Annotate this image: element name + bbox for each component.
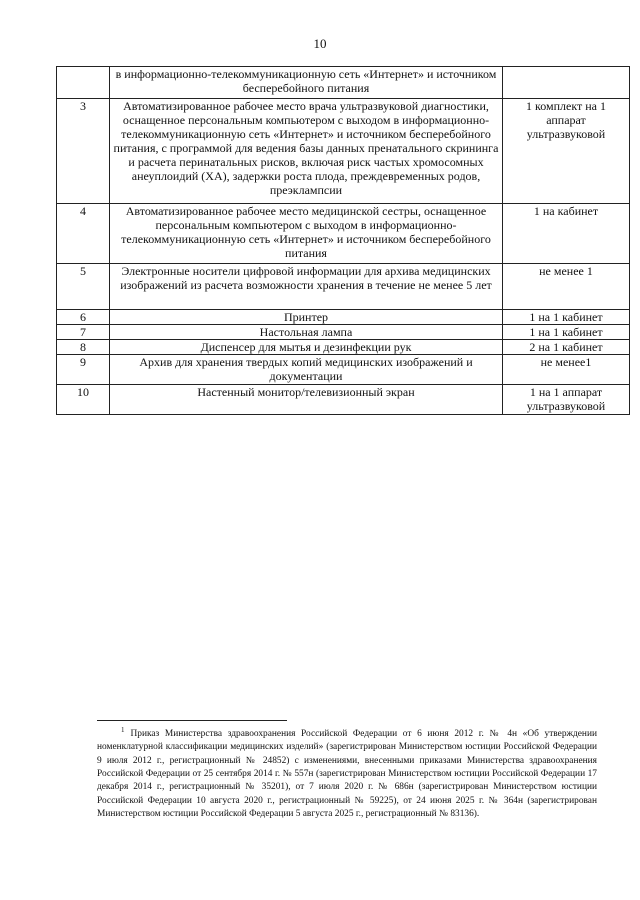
equipment-quantity: 2 на 1 кабинет (503, 340, 630, 355)
equipment-quantity: не менее 1 (503, 264, 630, 310)
row-number: 10 (57, 385, 110, 415)
table-row (57, 310, 630, 325)
equipment-name: Диспенсер для мытья и дезинфекции рук (110, 340, 503, 355)
footnote-divider (97, 720, 287, 721)
row-number: 3 (57, 99, 110, 204)
equipment-name: Принтер (110, 310, 503, 325)
footnote (97, 724, 597, 821)
page-number: 10 (313, 36, 327, 51)
table-row (57, 325, 630, 340)
table-row (57, 99, 630, 204)
equipment-name: Настольная лампа (110, 325, 503, 340)
row-number: 7 (57, 325, 110, 340)
table-row (57, 385, 630, 415)
row-number: 8 (57, 340, 110, 355)
footnote-marker: 1 (121, 726, 125, 734)
table-row (57, 67, 630, 99)
equipment-name: в информационно-телекоммуникационную сеть «Интернет» и источником бесперебойного питания (110, 67, 503, 99)
table-row (57, 340, 630, 355)
footnote-text: Приказ Министерства здравоохранения Российской Федерации от 6 июня 2012 г. № 4н «Об утверждении номенклатурной классификации медицинских изделий» (зарегистрирован Министерством юстиции Российской Федерации 9 июля 2012 г., регистрационный № 24852) с изменениями, внесенными приказами Министерства здравоохранения Российской Федерации от 25 сентября 2014 г. № 557н (зарегистрирован Министерством юстиции Российской Федерации 17 декабря 2014 г., регистрационный № 35201), от 7 июля 2020 г. № 686н (зарегистрирован Министерством юстиции Российской Федерации 10 августа 2020 г., регистрационный № 59225), от 24 июня 2025 г. № 364н (зарегистрирован Министерством юстиции Российской Федерации 5 августа 2025 г., регистрационный № 83136). (97, 729, 597, 819)
equipment-quantity: 1 комплект на 1 аппарат ультразвуковой (503, 99, 630, 204)
equipment-quantity: 1 на 1 кабинет (503, 310, 630, 325)
table-row (57, 355, 630, 385)
row-number: 6 (57, 310, 110, 325)
row-number (57, 67, 110, 99)
equipment-name: Настенный монитор/телевизионный экран (110, 385, 503, 415)
equipment-quantity: не менее1 (503, 355, 630, 385)
equipment-quantity: 1 на кабинет (503, 204, 630, 264)
row-number: 4 (57, 204, 110, 264)
equipment-name: Архив для хранения твердых копий медицинских изображений и документации (110, 355, 503, 385)
equipment-table (56, 66, 630, 415)
equipment-name: Автоматизированное рабочее место медицинской сестры, оснащенное персональным компьютером с выходом в информационно-телекоммуникационную сеть «Интернет» и источником бесперебойного питания (110, 204, 503, 264)
row-number: 5 (57, 264, 110, 310)
equipment-quantity (503, 67, 630, 99)
equipment-name: Электронные носители цифровой информации для архива медицинских изображений из расчета возможности хранения в течение не менее 5 лет (110, 264, 503, 310)
equipment-quantity: 1 на 1 кабинет (503, 325, 630, 340)
row-number: 9 (57, 355, 110, 385)
table-row (57, 204, 630, 264)
table-row (57, 264, 630, 310)
equipment-name: Автоматизированное рабочее место врача ультразвуковой диагностики, оснащенное персональным компьютером с выходом в информационно-телекоммуникационную сеть «Интернет» и источником бесперебойного питания, с программой для ведения базы данных пренатального скрининга и расчета перинатальных рисков, включая риск частых хромосомных анеуплоидий (ХА), задержки роста плода, преждевременных родов, преэклампсии (110, 99, 503, 204)
equipment-quantity: 1 на 1 аппарат ультразвуковой (503, 385, 630, 415)
